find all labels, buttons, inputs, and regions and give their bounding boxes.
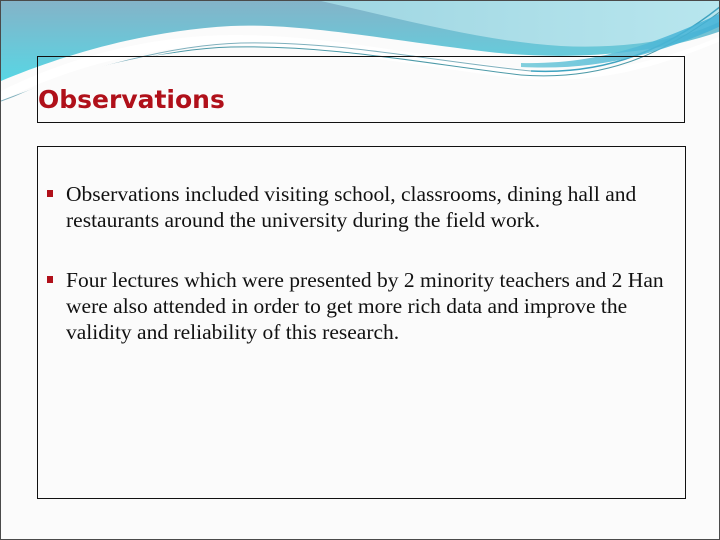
bullet-text: Four lectures which were presented by 2 minority teachers and 2 Han were also attended in order to get more rich data and improve the validity and reliability of this research. xyxy=(66,268,664,344)
square-bullet-icon xyxy=(47,276,53,283)
slide-title: Observations xyxy=(38,85,225,114)
bullet-item xyxy=(38,267,678,345)
content-placeholder xyxy=(37,146,686,499)
bullet-list xyxy=(38,181,678,379)
bullet-text: Observations included visiting school, classrooms, dining hall and restaurants around the university during the field work. xyxy=(66,182,637,232)
title-placeholder xyxy=(37,56,685,123)
bullet-item xyxy=(38,181,678,233)
square-bullet-icon xyxy=(47,190,53,197)
